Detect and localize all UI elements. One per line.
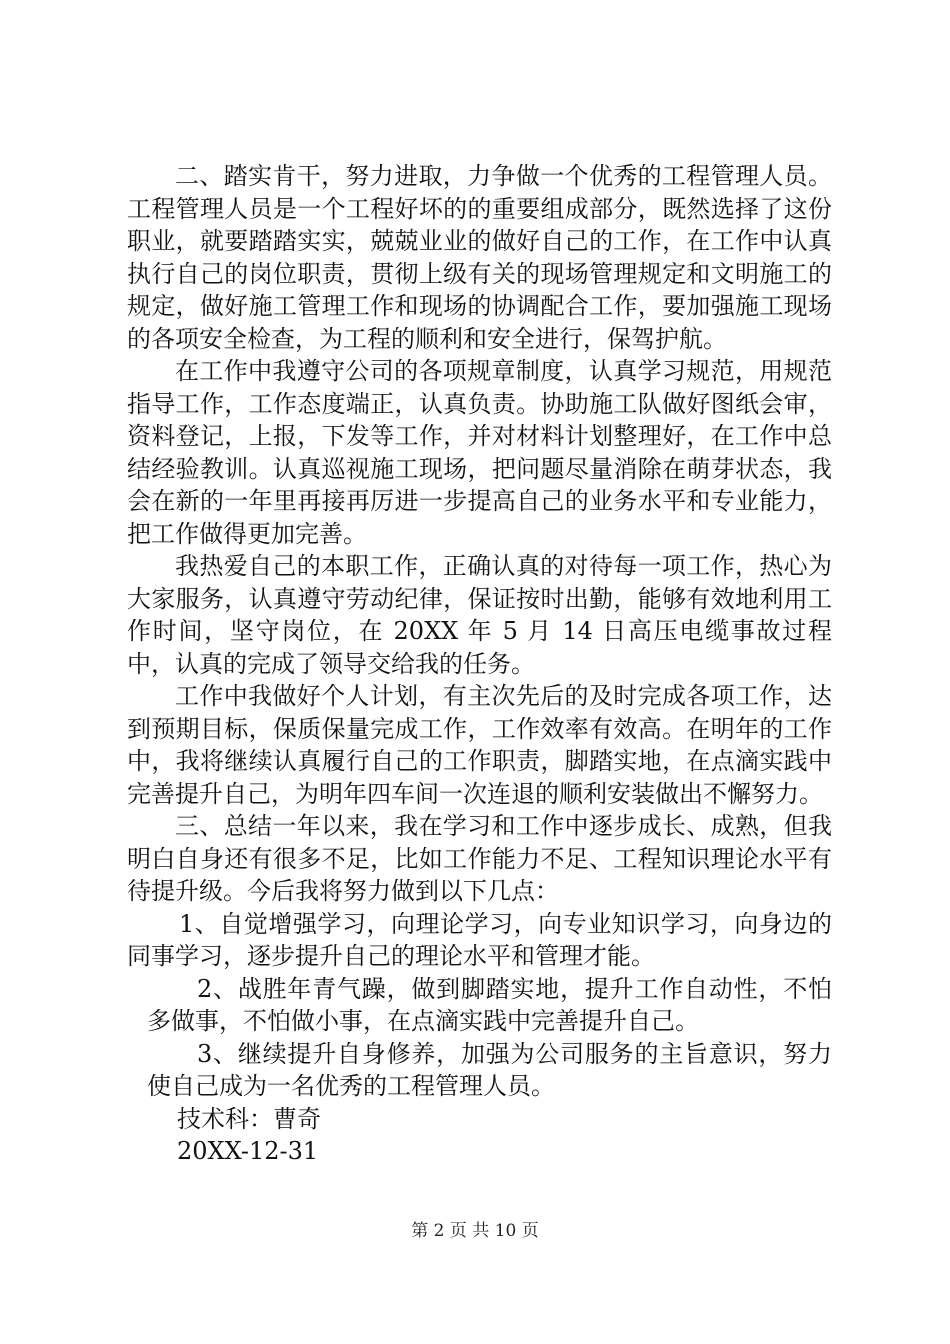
- signature-date: 20XX-12-31: [177, 1137, 319, 1165]
- list-item-3: 3、继续提升自身修养，加强为公司服务的主旨意识，努力使自己成为一名优秀的工程管理人员。: [147, 1039, 832, 1100]
- paragraph-personal-plan: 工作中我做好个人计划，有主次先后的及时完成各项工作，达到预期目标，保质保量完成工作，工作效率有效高。在明年的工作中，我将继续认真履行自己的工作职责，脚踏实地，在点滴实践中完善提升自己，为明年四车间一次连退的顺利安装做出不懈努力。: [127, 682, 832, 808]
- signature-department: 技术科：曹奇: [177, 1104, 321, 1133]
- list-item-2: 2、战胜年青气躁，做到脚踏实地，提升工作自动性，不怕多做事，不怕做小事，在点滴实践中完善提升自己。: [147, 974, 832, 1035]
- paragraph-section-three: 三、总结一年以来，我在学习和工作中逐步成长、成熟，但我明白自身还有很多不足，比如工作能力不足、工程知识理论水平有待提升级。今后我将努力做到以下几点：: [127, 812, 832, 905]
- paragraph-love-job: 我热爱自己的本职工作，正确认真的对待每一项工作，热心为大家服务，认真遵守劳动纪律，保证按时出勤，能够有效地利用工作时间，坚守岗位，在 20XX 年 5 月 14 日高压电缆事故过程中，认真的完成了领导交给我的任务。: [127, 552, 832, 678]
- page-number-footer: 第 2 页 共 10 页: [411, 1221, 539, 1241]
- paragraph-section-two: 二、踏实肯干，努力进取，力争做一个优秀的工程管理人员。工程管理人员是一个工程好坏的的重要组成部分，既然选择了这份职业，就要踏踏实实，兢兢业业的做好自己的工作，在工作中认真执行自己的岗位职责，贯彻上级有关的现场管理规定和文明施工的规定，做好施工管理工作和现场的协调配合工作，要加强施工现场的各项安全检查，为工程的顺利和安全进行，保驾护航。: [127, 162, 832, 353]
- list-item-1: 1、自觉增强学习，向理论学习，向专业知识学习，向身边的同事学习，逐步提升自己的理论水平和管理才能。: [127, 909, 832, 970]
- paragraph-work-rules: 在工作中我遵守公司的各项规章制度，认真学习规范，用规范指导工作，工作态度端正，认真负责。协助施工队做好图纸会审，资料登记，上报，下发等工作，并对材料计划整理好，在工作中总结经验教训。认真巡视施工现场，把问题尽量消除在萌芽状态，我会在新的一年里再接再厉进一步提高自己的业务水平和专业能力，把工作做得更加完善。: [127, 357, 832, 548]
- document-body: [127, 160, 832, 1168]
